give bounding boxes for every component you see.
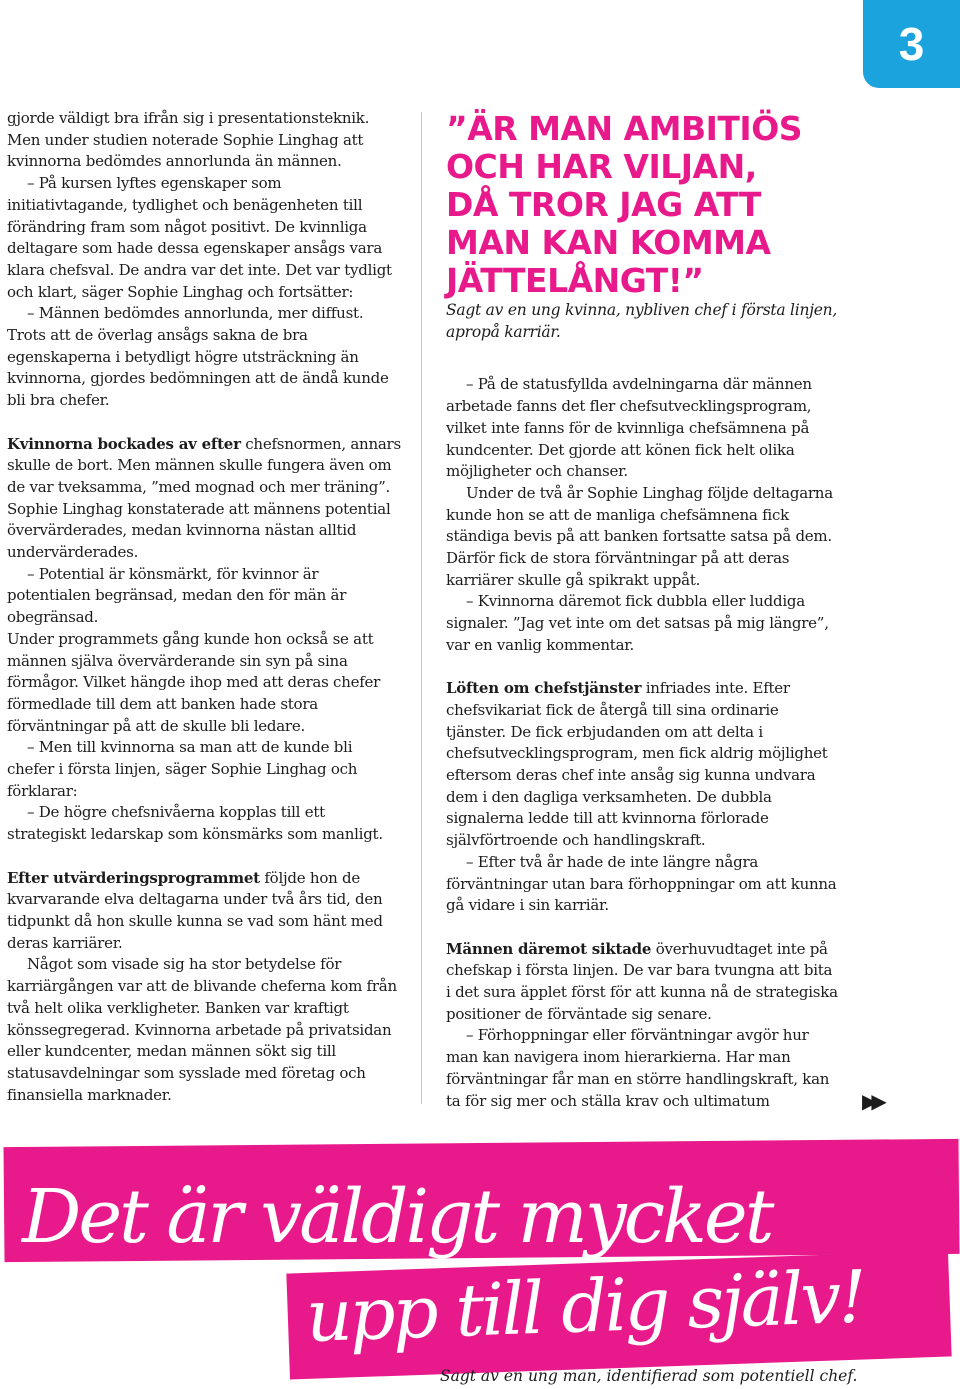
- right-paragraph-4-text: infriades inte. Efter chefsvikariat fick de återgå till sina ordinarie tjänster. De fick erbjudanden om att delta i chefsutvecklingsprogram, men fick aldrig möjlighet eftersom deras chef inte ansåg sig kunna undvara dem i den dagliga verksamheten. De dubbla signalerna ledde till att kvinnorna förlorade självförtroende och handlingskraft.: [446, 679, 828, 850]
- left-paragraph-3: – Männen bedömdes annorlunda, mer diffust. Trots att de överlag ansågs sakna de bra egenskaperna i betydligt högre utsträckning än kvinnorna, gjordes bedömningen att de ändå kunde bli bra chefer.: [7, 304, 389, 410]
- left-column: [7, 108, 402, 1106]
- pull-quote-line: ”ÄR MAN AMBITIÖS: [446, 109, 803, 148]
- pull-quote-line: DÅ TROR JAG ATT: [446, 185, 761, 224]
- continue-arrow-icon: ▶▶: [862, 1089, 881, 1113]
- right-paragraph-7: – Förhoppningar eller förväntningar avgör hur man kan navigera inom hierarkierna. Har man förväntningar får man en större handlingskraft, kan ta för sig mer och ställa krav och ultimatum: [446, 1026, 830, 1110]
- left-paragraph-8: – De högre chefsnivåerna kopplas till ett strategiskt ledarskap som könsmärks som manligt.: [7, 803, 383, 844]
- pull-quote: [446, 110, 838, 343]
- right-paragraph-6-text: överhuvudtaget inte på chefskap i första linjen. De var bara tvungna att bita i det sura äpplet först för att kunna nå de strategiska positioner de förväntade sig senare.: [446, 939, 838, 1023]
- right-paragraph-5: – Efter två år hade de inte längre några förväntningar utan bara förhoppningar om att kunna gå vidare i sin karriär.: [446, 852, 837, 915]
- right-lead-in-1: Löften om chefstjänster: [446, 679, 642, 698]
- banner-caption: Sagt av en ung man, identifierad som potentiell chef.: [440, 1367, 858, 1385]
- left-lead-in-2: Efter utvärderingsprogrammet: [7, 868, 260, 887]
- right-paragraph-6: [446, 939, 838, 1026]
- left-paragraph-1: gjorde väldigt bra ifrån sig i presentationsteknik. Men under studien noterade Sophie Linghag att kvinnorna bedömdes annorlunda än männen.: [7, 109, 370, 171]
- left-paragraph-6: Under programmets gång kunde hon också se att männen själva övervärderande sin syn på sina förmågor. Vilket hängde ihop med att deras chefer förmedlade till dem att banken hade stora förväntningar på att de skulle bli ledare.: [7, 629, 381, 735]
- left-paragraph-7: – Men till kvinnorna sa man att de kunde bli chefer i första linjen, säger Sophie Linghag och förklarar:: [7, 738, 358, 800]
- left-paragraph-4-text: chefsnormen, annars skulle de bort. Men männen skulle fungera även om de var tveksamma, ”med mognad och mer träning”. Sophie Linghag konstaterade att männens potential övervärderades, medan kvinnorna nästan alltid undervärderades.: [7, 434, 401, 562]
- left-lead-in-1: Kvinnorna bockades av efter: [7, 434, 241, 453]
- right-column: [446, 108, 838, 1112]
- pull-quote-line: JÄTTELÅNGT!”: [446, 261, 704, 300]
- right-lead-in-2: Männen däremot siktade: [446, 939, 652, 958]
- page-number-tab: 3: [863, 0, 960, 88]
- pull-quote-caption: Sagt av en ung kvinna, nybliven chef i första linjen, apropå karriär.: [446, 301, 838, 341]
- left-paragraph-9: [7, 868, 402, 955]
- left-paragraph-2: – På kursen lyftes egenskaper som initiativtagande, tydlighet och benägenheten till förändring fram som något positivt. De kvinnliga deltagare som hade dessa egenskaper ansågs vara klara chefsval. De andra var det inte. Det var tydligt och klart, säger Sophie Linghag och fortsätter:: [7, 174, 392, 301]
- column-divider: [421, 112, 422, 1104]
- banner-headline-line-1: Det är väldigt mycket: [22, 1174, 772, 1260]
- left-paragraph-10: Något som visade sig ha stor betydelse för karriärgången var att de blivande cheferna kom från två helt olika verkligheter. Banken var kraftigt könssegregerad. Kvinnorna arbetade på privatsidan eller kundcenter, medan männen sökt sig till statusavdelningar som sysslade med företag och finansiella marknader.: [7, 955, 397, 1104]
- banner-headline-line-2: upp till dig själv!: [304, 1254, 866, 1358]
- left-paragraph-4: [7, 434, 402, 564]
- right-paragraph-3: – Kvinnorna däremot fick dubbla eller luddiga signaler. ”Jag vet inte om det satsas på mig längre”, var en vanlig kommentar.: [446, 592, 829, 654]
- pull-quote-text: [446, 110, 838, 300]
- pull-quote-line: MAN KAN KOMMA: [446, 223, 771, 262]
- right-paragraph-2: Under de två år Sophie Linghag följde deltagarna kunde hon se att de manliga chefsämnena fick ständiga bevis på att banken fortsatte satsa på dem. Därför fick de stora förväntningar på att deras karriärer skulle gå spikrakt uppåt.: [446, 483, 833, 589]
- pull-quote-line: OCH HAR VILJAN,: [446, 147, 757, 186]
- right-paragraph-4: [446, 678, 838, 852]
- right-paragraph-1: – På de statusfyllda avdelningarna där männen arbetade fanns det fler chefsutvecklingsprogram, vilket inte fanns för de kvinnliga chefsämnena på kundcenter. Det gjorde att könen fick helt olika möjligheter och chanser.: [446, 375, 812, 481]
- left-paragraph-5: – Potential är könsmärkt, för kvinnor är potentialen begränsad, medan den för män är obegränsad.: [7, 564, 347, 627]
- left-paragraph-9-text: följde hon de kvarvarande elva deltagarna under två års tid, den tidpunkt då hon skulle kunna se vad som hänt med deras karriärer.: [7, 868, 383, 952]
